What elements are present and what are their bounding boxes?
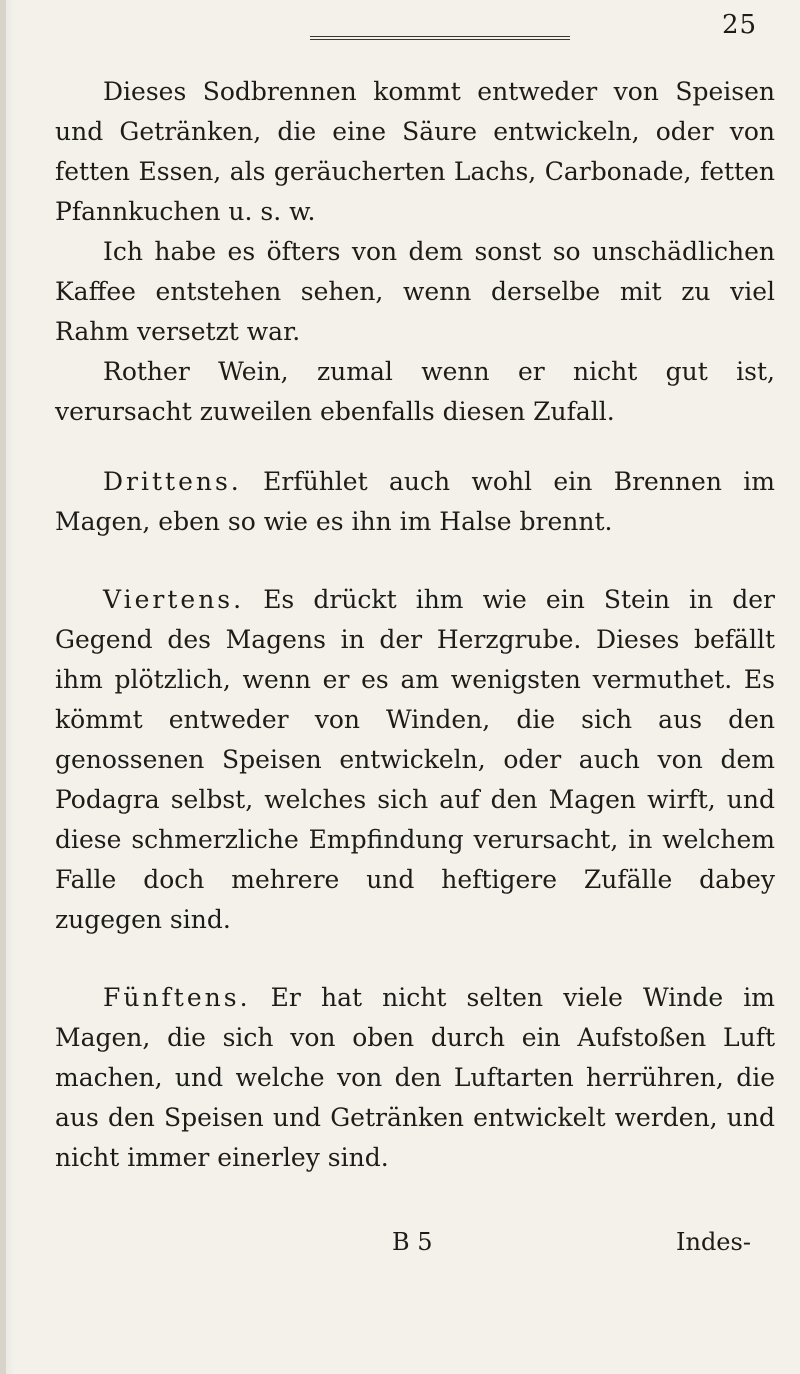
paragraph-drittens bbox=[55, 462, 775, 542]
paragraph-rother-wein: Rother Wein, zumal wenn er nicht gut ist, verursacht zuweilen ebenfalls diesen Zufall. bbox=[55, 357, 775, 426]
lead-viertens: Viertens. bbox=[103, 585, 245, 614]
header-rule bbox=[310, 36, 570, 40]
text-drittens: Erfühlet auch wohl ein Brennen im Magen, eben so wie es ihn im Halse brennt. bbox=[55, 467, 775, 536]
lead-drittens: Drittens. bbox=[103, 467, 242, 496]
text-viertens: Es drückt ihm wie ein Stein in der Gegend des Magens in der Herzgrube. Dieses befällt ihm plötzlich, wenn er es am wenigsten vermuthet. Es kömmt entweder von Winden, die sich aus den genossenen Speisen entwickeln, oder auch von dem Podagra selbst, welches sich auf den Magen wirft, und diese schmerzliche Empfindung verursacht, in welchem Falle doch mehrere und heftigere Zufälle dabey zugegen sind. bbox=[55, 585, 775, 934]
paragraph-sodbrennen: Dieses Sodbrennen kommt entweder von Speisen und Getränken, die eine Säure entwickeln, oder von fetten Essen, als geräucherten Lachs, Carbonade, fetten Pfannkuchen u. s. w. bbox=[55, 77, 775, 226]
paragraph-viertens bbox=[55, 580, 775, 940]
signature-mark: B 5 bbox=[392, 1228, 433, 1256]
catchword: Indes- bbox=[676, 1228, 751, 1256]
page-footer bbox=[0, 1228, 800, 1268]
body-text bbox=[55, 72, 775, 1178]
binding-shadow bbox=[0, 0, 6, 1374]
paragraph-kaffee: Ich habe es öfters von dem sonst so unschädlichen Kaffee entstehen sehen, wenn derselbe mit zu viel Rahm versetzt war. bbox=[55, 237, 775, 346]
text-fuenftens: Er hat nicht selten viele Winde im Magen, die sich von oben durch ein Aufstoßen Luft machen, und welche von den Luftarten herrühren, die aus den Speisen und Getränken entwickelt werden, und nicht immer einerley sind. bbox=[55, 983, 775, 1172]
lead-fuenftens: Fünftens. bbox=[103, 983, 251, 1012]
paragraph-fuenftens bbox=[55, 978, 775, 1178]
page-number: 25 bbox=[722, 10, 758, 40]
